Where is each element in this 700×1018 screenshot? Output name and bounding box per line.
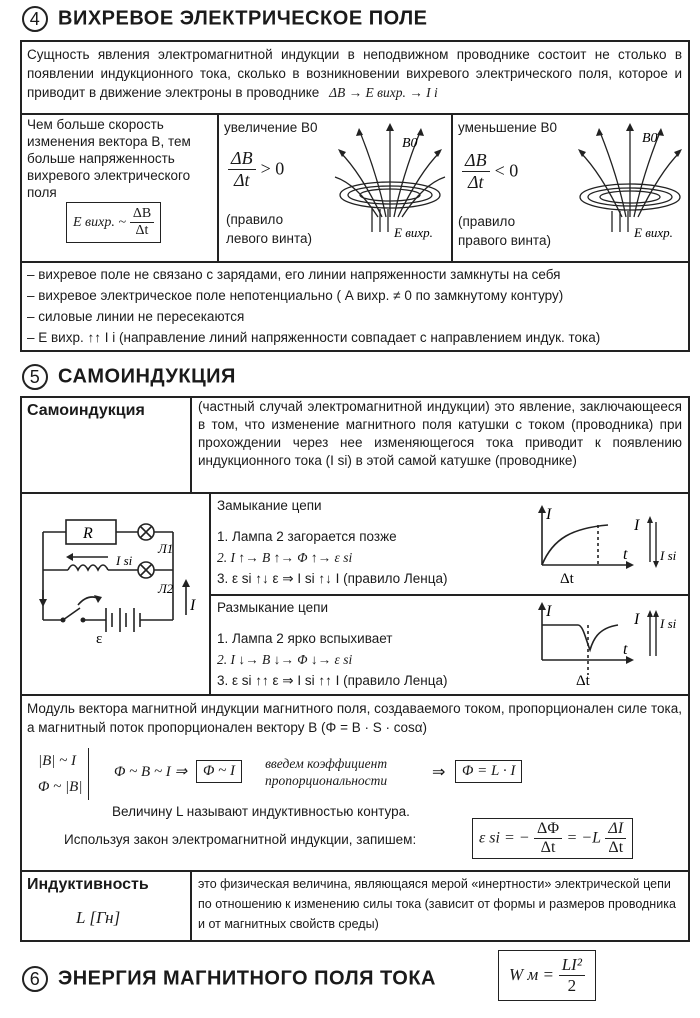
closing-list: [217, 526, 448, 589]
formula-sign: > 0: [260, 158, 285, 179]
divider: [190, 870, 192, 942]
inductance-named: Величину L называют индуктивностью контура.: [112, 804, 410, 819]
s4-inc-label: увеличение B0: [224, 120, 318, 135]
phi-i-box: [196, 760, 242, 783]
formula-mid: = −L: [566, 829, 601, 847]
bullet-item: – вихревое поле не связано с зарядами, его линии напряженности замкнуты на себя: [27, 267, 561, 282]
formula-den: Δt: [467, 172, 484, 192]
section-5-heading: САМОИНДУКЦИЯ: [58, 365, 236, 388]
self-induction-circuit: [28, 515, 206, 645]
intro-coef-line: пропорциональности: [265, 773, 388, 788]
energy-formula-box: [498, 950, 596, 1001]
formula-num: LI²: [559, 955, 585, 976]
phi-li-box: [455, 760, 522, 783]
isi-label: I si: [116, 553, 133, 568]
switch: [63, 608, 80, 620]
formula-den: Δt: [608, 839, 624, 856]
formula: Φ = L · I: [455, 760, 522, 783]
axis-t-label: t: [623, 546, 628, 563]
divider: [20, 113, 690, 115]
list-item: 1. Лампа 2 загорается позже: [217, 529, 397, 544]
axis-i-label: I: [546, 603, 552, 620]
divider: [217, 113, 219, 261]
list-item: 2. I ↓→ B ↓→ Φ ↓→ ε si: [217, 652, 353, 667]
s4-left-formula: [66, 202, 161, 243]
bullet-item: – E вихр. ↑↑ I i (направление линий напряженности совпадает с направлением индук. тока): [27, 330, 601, 345]
list-item: 3. ε si ↑↓ ε ⇒ I si ↑↓ I (правило Ленца): [217, 571, 448, 586]
opening-title: Размыкание цепи: [217, 600, 328, 615]
divider: [20, 694, 690, 696]
fig-b0-label: B0: [402, 136, 418, 151]
system-line: Φ ~ |B|: [38, 779, 83, 795]
modulus-text: Модуль вектора магнитной индукции магнитного поля, создаваемого током, пропорционален силе тока, а магнитный поток пропорционален вектору B (Φ = B · S · cosα): [27, 701, 682, 735]
arrow-isi-label: I si: [660, 616, 677, 631]
current-label: I: [190, 597, 196, 614]
list-item: 1. Лампа 2 ярко вспыхивает: [217, 631, 393, 646]
formula-num: ΔI: [605, 820, 626, 839]
opening-list: [217, 628, 448, 691]
list-item: 3. ε si ↑↑ ε ⇒ I si ↑↑ I (правило Ленца): [217, 673, 448, 688]
current-curve: [542, 625, 618, 650]
closing-arrows: [634, 512, 688, 572]
closing-graph: [528, 503, 638, 591]
section-6-title: [22, 966, 436, 992]
formula-num: ΔB: [228, 148, 256, 170]
section-6-heading: ЭНЕРГИЯ МАГНИТНОГО ПОЛЯ ТОКА: [58, 967, 436, 990]
closing-title: Замыкание цепи: [217, 498, 322, 513]
formula-num: ΔB: [462, 150, 490, 172]
divider: [190, 396, 192, 492]
s4-intro: [27, 45, 682, 102]
proportionality-system: [38, 748, 89, 800]
s4-dec-formula: [462, 150, 518, 193]
vortex-field-figure-increase: [330, 117, 450, 257]
using-law: Используя закон электромагнитной индукции, запишем:: [64, 832, 417, 847]
divider: [209, 594, 690, 596]
axis-i-label: I: [546, 506, 552, 523]
s4-inc-rule: (правило левого винта): [226, 212, 313, 246]
section-5-title: [22, 364, 236, 390]
implies: ⇒: [432, 764, 446, 781]
bullet-item: – силовые линии не пересекаются: [27, 309, 245, 324]
section-6-number: 6: [22, 966, 48, 992]
list-item: 2. I ↑→ B ↑→ Φ ↑→ ε si: [217, 550, 353, 565]
system-line: |B| ~ I: [38, 753, 77, 769]
formula-lhs: E вихр. ~: [73, 215, 126, 231]
divider: [209, 492, 211, 694]
intro-coef-line: введем коэффициент: [265, 756, 388, 771]
delta-t-label: Δt: [576, 673, 590, 689]
divider: [20, 870, 690, 872]
arrow-isi-label: I si: [660, 548, 677, 563]
fig-b0-label: B0: [642, 131, 658, 146]
inductance-definition: это физическая величина, являющаяся мерой «инертности» электрической цепи по отношению к изменению силы тока (зависит от формы и размеров проводника и от магнитных свойств среды): [198, 877, 676, 931]
self-induction-term: Самоиндукция: [27, 402, 145, 419]
formula-den: Δt: [135, 223, 149, 238]
formula-num: ΔΦ: [534, 820, 562, 839]
formula-lhs: ε si = −: [479, 829, 530, 847]
s4-left-text: Чем больше скорость изменения вектора B, тем больше напряженность вихревого электрического поля: [27, 117, 191, 200]
opening-arrows: [634, 606, 688, 666]
intro-coef: [265, 755, 387, 789]
inductance-unit: L [Гн]: [76, 908, 121, 927]
section-4-title: [22, 6, 428, 32]
lamp-2-label: Л2: [158, 581, 174, 596]
opening-graph: [528, 600, 638, 690]
lamp-1-label: Л1: [158, 541, 174, 556]
coil: [68, 565, 108, 570]
arrow-i-label: I: [634, 611, 640, 628]
delta-t-label: Δt: [560, 571, 574, 587]
divider: [20, 492, 690, 494]
s4-dec-rule: (правило правого винта): [458, 214, 551, 248]
section-5-number: 5: [22, 364, 48, 390]
divider: [451, 113, 453, 261]
vortex-field-figure-decrease: [570, 117, 690, 257]
axis-t-label: t: [623, 641, 628, 658]
arrow-i-label: I: [634, 517, 640, 534]
fig-e-label: E вихр.: [634, 225, 673, 240]
formula-den: 2: [567, 976, 577, 995]
formula-lhs: W м =: [509, 964, 554, 984]
formula-den: Δt: [540, 839, 556, 856]
emf-formula-box: [472, 818, 633, 859]
resistor-label: R: [83, 525, 93, 542]
section-4-heading: ВИХРЕВОЕ ЭЛЕКТРИЧЕСКОЕ ПОЛЕ: [58, 7, 428, 30]
chain-formula: Φ ~ B ~ I ⇒: [114, 764, 188, 780]
formula-den: Δt: [233, 170, 250, 190]
emf-label: ε: [96, 631, 103, 645]
fig-e-label: E вихр.: [394, 225, 433, 240]
s4-intro-formula: ΔB → E вихр. → I i: [329, 85, 438, 100]
s4-bullets: [27, 264, 687, 348]
divider: [20, 261, 690, 263]
formula: Φ ~ I: [196, 760, 242, 783]
self-induction-definition: (частный случай электромагнитной индукции) это явление, заключающееся в том, что изменение магнитного поля катушки с током (проводника) при прохождении через нее изменяющегося тока приводит к появлению индукционного тока (I si) в этой самой катушке (проводнике): [198, 399, 682, 468]
formula-sign: < 0: [494, 160, 519, 181]
inductance-term: Индуктивность: [27, 876, 149, 893]
s4-inc-formula: [228, 148, 284, 191]
s4-intro-text: Сущность явления электромагнитной индукции в неподвижном проводнике состоит не столько в появлении индукционного тока, сколько в возникновении вихревого электрического поля, которое и приводит в движение электроны в проводнике: [27, 47, 682, 100]
bullet-item: – вихревое электрическое поле непотенциально ( A вихр. ≠ 0 по замкнутому контуру): [27, 288, 564, 303]
formula-num: ΔB: [130, 206, 154, 223]
section-4-number: 4: [22, 6, 48, 32]
s4-dec-label: уменьшение B0: [458, 120, 557, 135]
